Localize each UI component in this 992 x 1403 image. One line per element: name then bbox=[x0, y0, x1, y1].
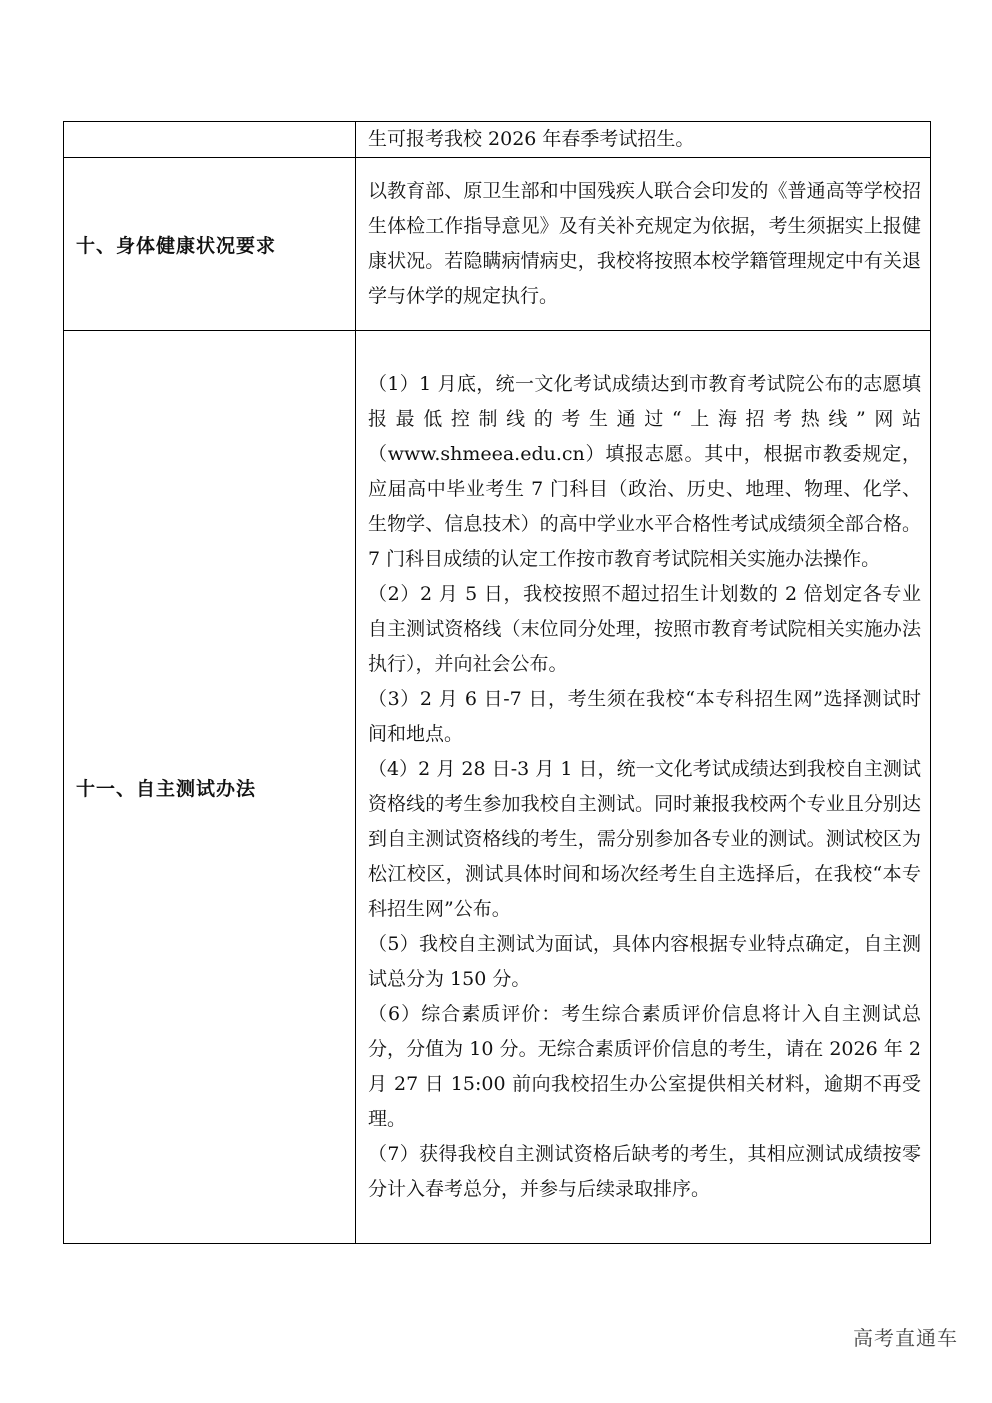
paragraph: （5）我校自主测试为面试，具体内容根据专业特点确定，自主测试总分为 150 分。 bbox=[368, 933, 921, 990]
paragraph: （7）获得我校自主测试资格后缺考的考生，其相应测试成绩按零分计入春考总分，并参与后续录取排序。 bbox=[368, 1143, 921, 1200]
row-label: 十、身体健康状况要求 bbox=[64, 158, 356, 331]
paragraph: （3）2 月 6 日-7 日，考生须在我校“本专科招生网”选择测试时间和地点。 bbox=[368, 688, 921, 745]
row-label bbox=[64, 122, 356, 158]
admission-rules-table bbox=[63, 121, 931, 1244]
table-row bbox=[64, 331, 931, 1244]
paragraph: 生可报考我校 2026 年春季考试招生。 bbox=[368, 128, 695, 150]
paragraph: 以教育部、原卫生部和中国残疾人联合会印发的《普通高等学校招生体检工作指导意见》及有关补充规定为依据，考生须据实上报健康状况。若隐瞒病情病史，我校将按照本校学籍管理规定中有关退学与休学的规定执行。 bbox=[368, 180, 921, 307]
paragraph: （4）2 月 28 日-3 月 1 日，统一文化考试成绩达到我校自主测试资格线的考生参加我校自主测试。同时兼报我校两个专业且分别达到自主测试资格线的考生，需分别参加各专业的测试。测试校区为松江校区，测试具体时间和场次经考生自主选择后，在我校“本专科招生网”公布。 bbox=[368, 758, 921, 920]
paragraph: （1）1 月底，统一文化考试成绩达到市教育考试院公布的志愿填报最低控制线的考生通过“上海招考热线”网站（www.shmeea.edu.cn）填报志愿。其中，根据市教委规定，应届高中毕业考生 7 门科目（政治、历史、地理、物理、化学、生物学、信息技术）的高中学业水平合格性考试成绩须全部合格。7 门科目成绩的认定工作按市教育考试院相关实施办法操作。 bbox=[368, 373, 921, 570]
row-content bbox=[356, 122, 931, 158]
paragraph: （6）综合素质评价：考生综合素质评价信息将计入自主测试总分，分值为 10 分。无综合素质评价信息的考生，请在 2026 年 2 月 27 日 15:00 前向我校招生办公室提供相关材料，逾期不再受理。 bbox=[368, 1003, 921, 1130]
paragraph: （2）2 月 5 日，我校按照不超过招生计划数的 2 倍划定各专业自主测试资格线（末位同分处理，按照市教育考试院相关实施办法执行），并向社会公布。 bbox=[368, 583, 921, 675]
row-content bbox=[356, 158, 931, 331]
row-label: 十一、自主测试办法 bbox=[64, 331, 356, 1244]
table-row bbox=[64, 122, 931, 158]
row-content bbox=[356, 331, 931, 1244]
table-row bbox=[64, 158, 931, 331]
watermark: 高考直通车 bbox=[853, 1326, 958, 1350]
